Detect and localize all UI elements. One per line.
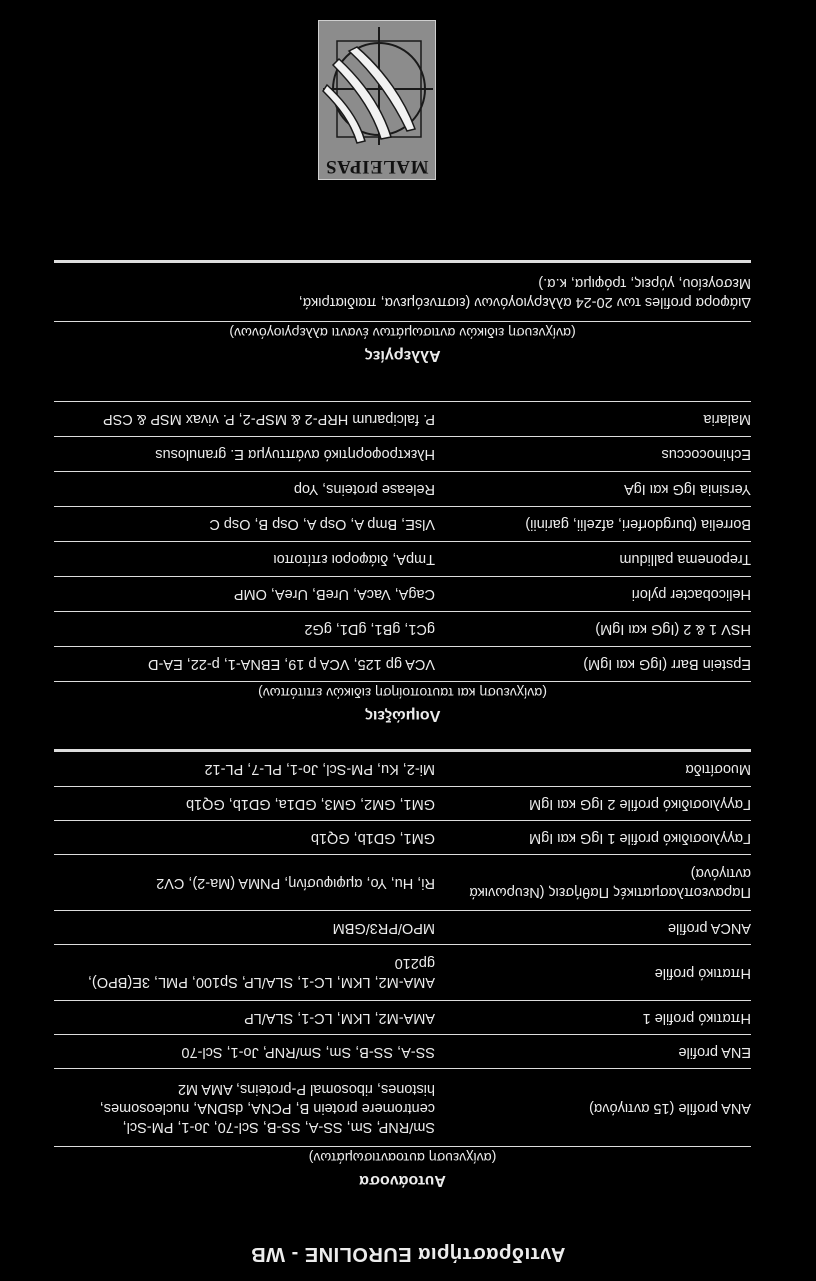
crosshair-claw-icon [319,21,435,151]
profile-name: ANCA profile [667,920,751,936]
table [54,749,751,1147]
table-row [54,436,751,471]
antigens: SS-A, SS-B, Sm, Sm/RNP, Jo-1, Scl-70 [181,1044,435,1060]
antigens: Mi-2, Ku, PM-Scl, Jo-1, PL-7, PL-12 [204,761,435,778]
pathogen-name: Yersinia IgG και IgA [624,481,751,498]
section-title: Αυτοάνοσα [359,1172,446,1189]
section-title: Λοιμώξεις [364,707,441,724]
pathogen-name: Echinococcus [661,446,751,463]
company-logo [318,20,436,180]
antigens: AMA-M2, LKM, LC-1, SLA/LP, Sp100, PML, 3E(BPO), gp210 [87,955,435,991]
antigens: Ri, Hu, Yo, αμφιφυσίνη, PNMA (Ma-2), CV2 [156,875,435,891]
section-infections [54,401,751,726]
profile-name: Μυοσίτιδα [685,761,751,778]
profile-name: ANA profile (15 αντιγόνα) [589,1100,751,1116]
logo-wordmark: MALEIPAS [325,156,429,177]
table-row [54,752,751,786]
table-row [54,1000,751,1034]
section-title: Αλλεργίες [364,347,441,364]
pathogen-name: Treponema pallidum [619,551,751,568]
pathogen-name: Malaria [703,411,751,428]
table-row [54,263,751,321]
profile-name: Γαγγλιοσιδικό profile 2 IgG και IgM [529,796,751,812]
table-row [54,611,751,646]
antigens: AMA-M2, LKM, LC-1, SLA/LP [244,1010,435,1026]
table-row [54,820,751,854]
section-autoimmune [54,749,751,1191]
pathogen-name: Helicobacter pylori [631,586,751,603]
antigens: GM1, GM2, GM3, GD1a, GD1b, GQ1b [186,796,435,812]
table-row [54,1034,751,1068]
table-row [54,910,751,944]
document-title: Αντιδραστήρια EUROLINE - WB [250,1243,566,1265]
profile-name: Ηπατικό profile [654,965,751,981]
antigens: TmpA, διάφοροι επίτοποι [273,551,435,568]
profile-name: Παρανεοπλασματικές Παθήσεις (Νευρωνικά αντιγόνα) [469,865,751,901]
table-row [54,506,751,541]
table-row [54,944,751,1000]
table-row [54,646,751,681]
antigens: CagA, VacA, UreB, UreA, OMP [233,586,435,603]
profile-name: Γαγγλιοσιδικό profile 1 IgG και IgM [529,830,751,846]
section-subtitle: (ανίχνευση ειδικών αντισωμάτων έναντι αλλεργιογόνων) [229,325,576,341]
profile-name: Ηπατικό profile 1 [642,1010,751,1026]
antigens: gC1, gB1, gD1, gG2 [304,621,435,638]
antigens: Release proteins, Yop [293,481,435,498]
pathogen-name: Borrelia (burgdorferi, afzelii, garinii) [525,516,751,533]
table [54,260,751,322]
antigens: GM1, GD1b, GQ1b [310,830,435,846]
antigens: VCA gp 125, VCA p 19, EBNA-1, p-22, EA-D [148,656,435,673]
section-allergies [54,260,751,366]
table-row [54,576,751,611]
table-row [54,541,751,576]
antigens: Sm/RNP, Sm, SS-A, SS-B, Scl-70, Jo-1, PM-Scl, centromere protein B, PCNA, dsDNA, nucleosomes, histones, ribosomal P-proteins, AMA M2 [99,1081,435,1135]
pathogen-name: Epstein Barr (IgG και IgM) [583,656,751,673]
table [54,401,751,682]
table-row [54,471,751,506]
table-row [54,854,751,910]
section-subtitle: (ανίχνευση και ταυτοποίηση ειδικών επιτόπων) [258,685,547,701]
profile-name: ENA profile [678,1044,751,1060]
section-subtitle: (ανίχνευση αυτοαντισωμάτων) [308,1150,497,1166]
table-row [54,1068,751,1146]
antigens: VlsE, Bmp A, Osp A, Osp B, Osp C [209,516,435,533]
pathogen-name: HSV 1 & 2 (IgG και IgM) [595,621,751,638]
allergy-profiles: Διάφορα profiles των 20-24 αλλεργιογόνων (εισπνεόμενα, παιδιατρικά, Μεσογείου, γύρεις, τρόφιμα, κ.α.) [298,275,751,310]
antigens: P. falciparum HRP-2 & MSP-2, P. vivax MSP & CSP [102,411,435,428]
antigens: Ηλεκτροφορητικό ανάπτυγμα E. granulosus [155,446,435,463]
antigens: MPO/PR3/GBM [332,920,435,936]
table-row [54,786,751,820]
table-row [54,401,751,436]
